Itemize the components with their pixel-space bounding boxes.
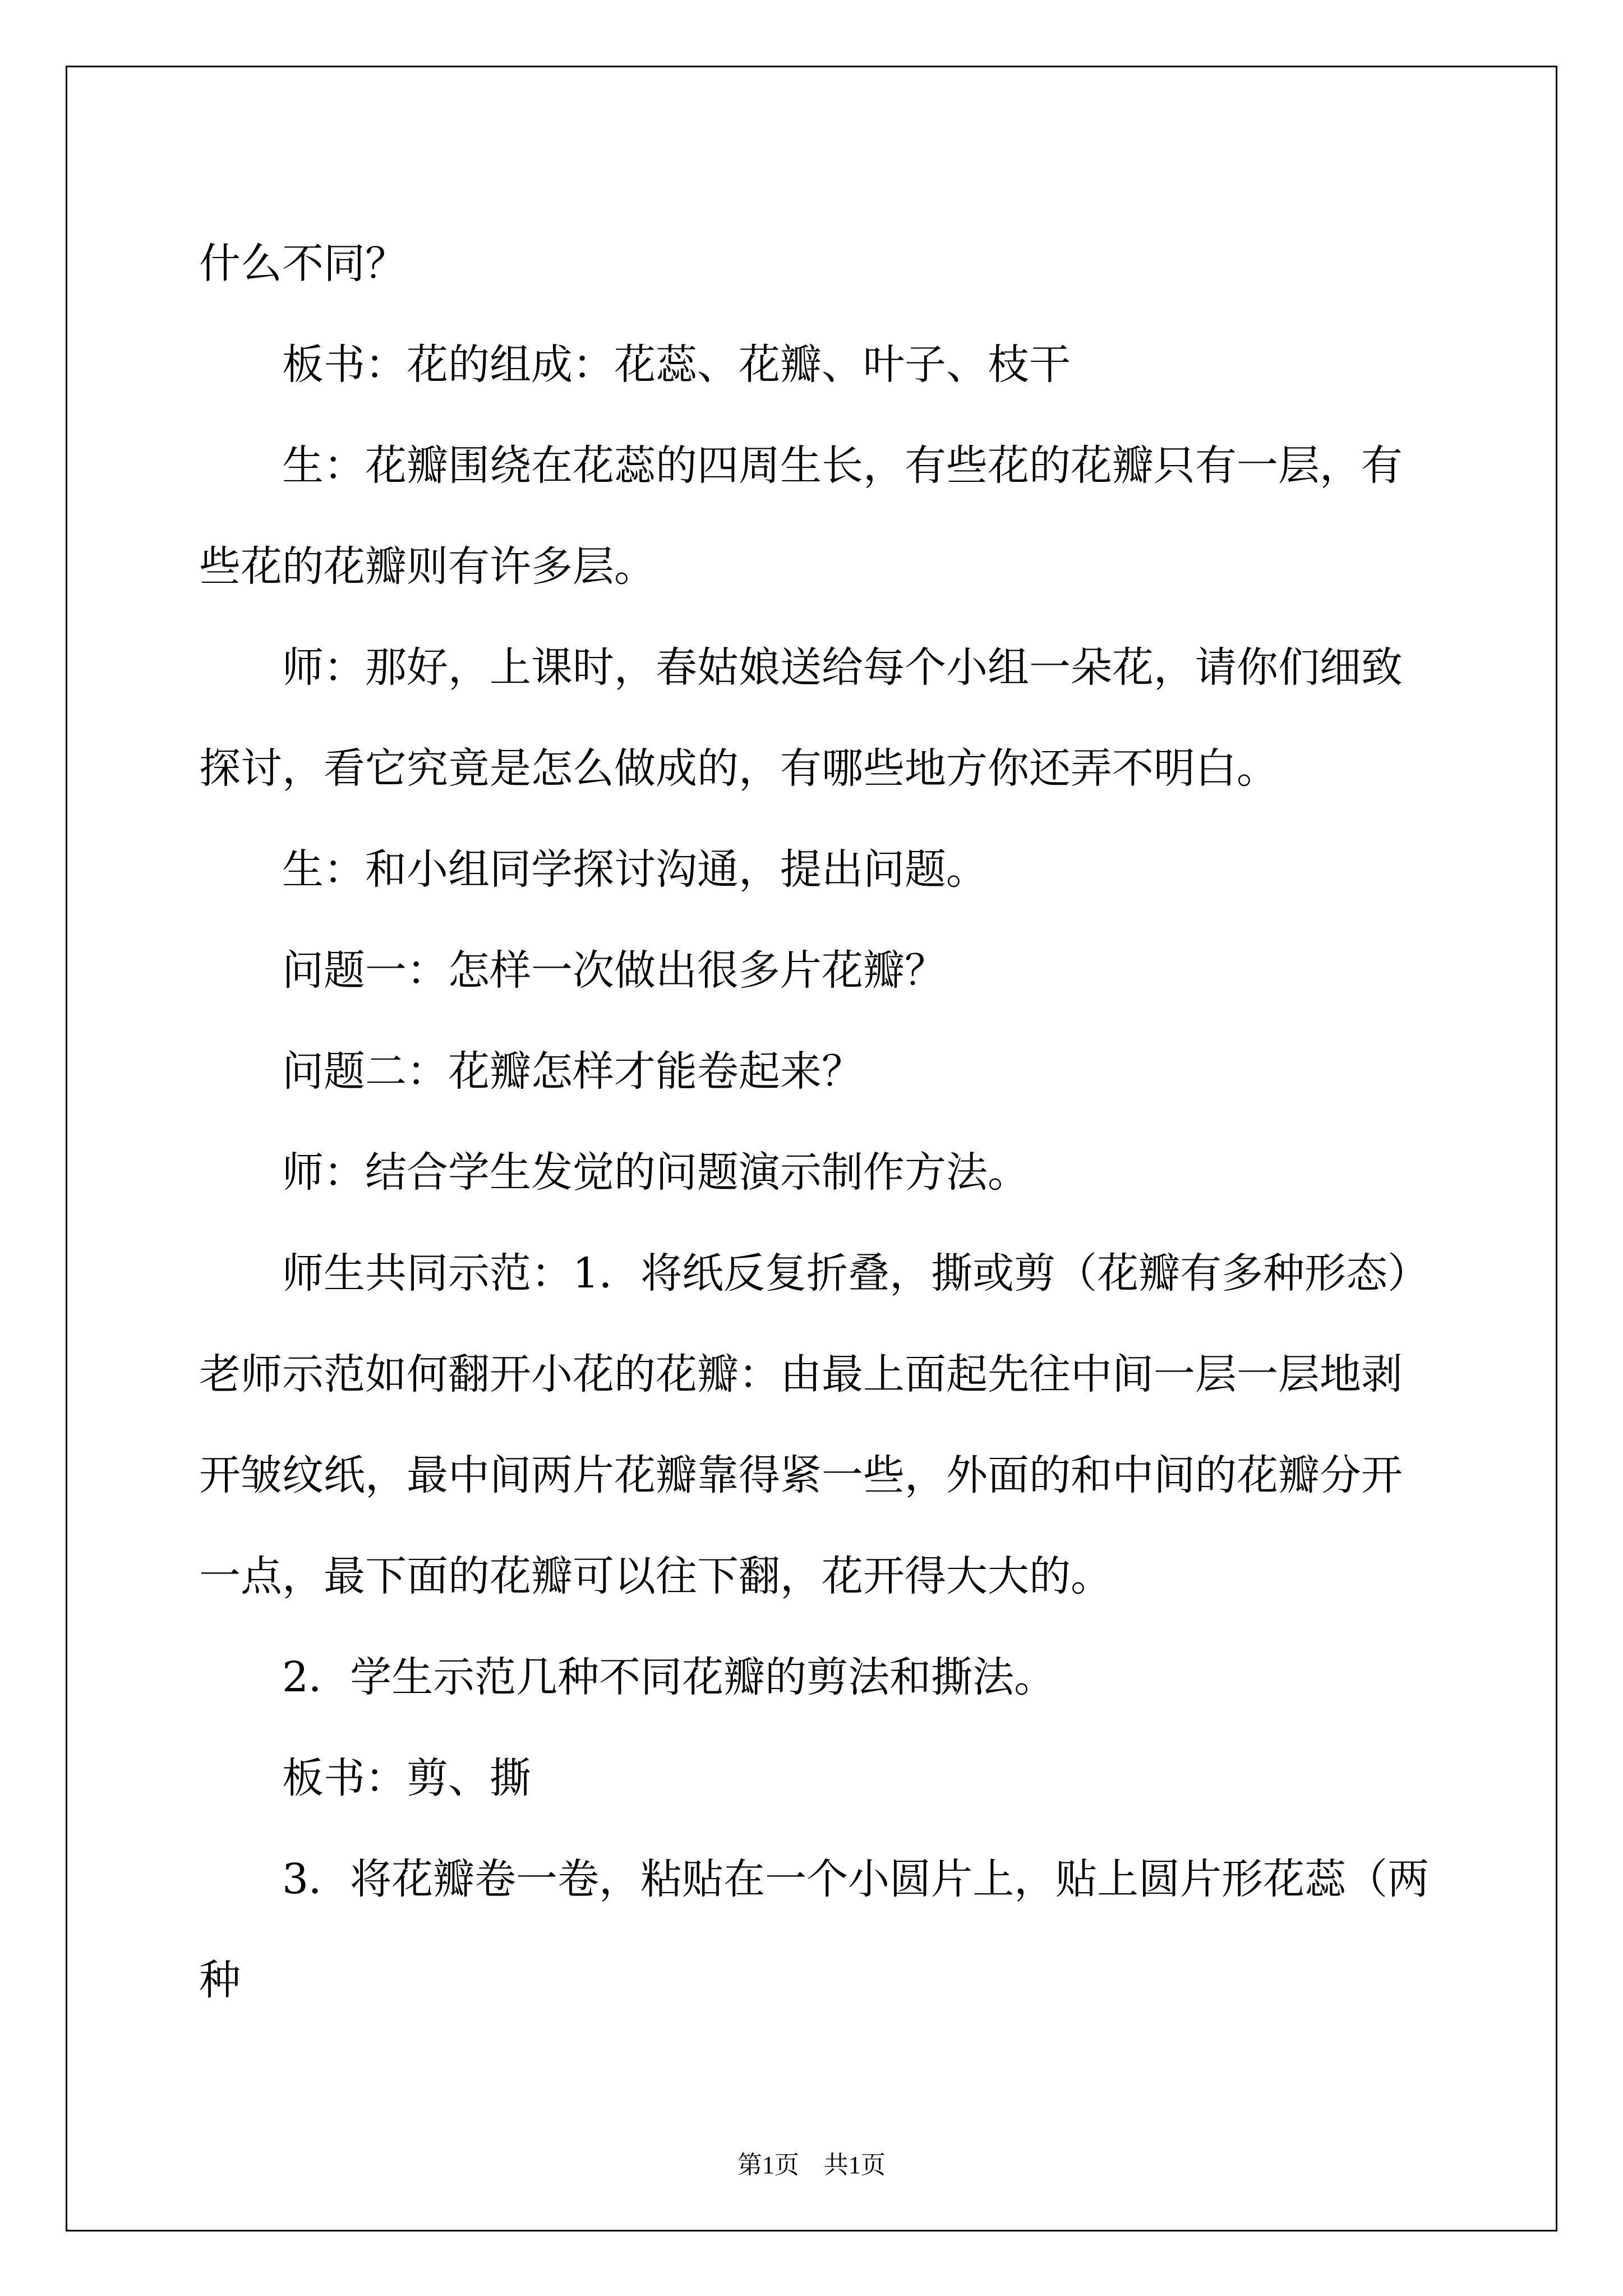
paragraph: 师：结合学生发觉的问题演示制作方法。 — [282, 1148, 1029, 1197]
paragraph: 问题一：怎样一次做出很多片花瓣？ — [282, 946, 946, 995]
paragraph: 什么不同？ — [199, 240, 407, 288]
paragraph: 问题二：花瓣怎样才能卷起来？ — [282, 1047, 863, 1096]
paragraph: 3．将花瓣卷一卷，粘贴在一个小圆片上，贴上圆片形花蕊（两种 — [199, 1855, 1430, 2004]
page-number: 第1页 共1页 — [737, 2151, 886, 2179]
paragraph: 生：和小组同学探讨沟通，提出问题。 — [282, 845, 988, 894]
document-body — [199, 213, 1433, 2031]
paragraph: 生：花瓣围绕在花蕊的四周生长，有些花的花瓣只有一层，有些花的花瓣则有许多层。 — [199, 441, 1403, 591]
paragraph: 2．学生示范几种不同花瓣的剪法和撕法。 — [282, 1653, 1056, 1701]
paragraph: 板书：花的组成：花蕊、花瓣、叶子、枝干 — [282, 341, 1071, 389]
paragraph: 师生共同示范：1．将纸反复折叠，撕或剪（花瓣有多种形态）老师示范如何翻开小花的花瓣：由最上面起先往中间一层一层地剥开皱纹纸，最中间两片花瓣靠得紧一些，外面的和中间的花瓣分开一点，最下面的花瓣可以往下翻，花开得大大的。 — [199, 1249, 1430, 1600]
paragraph: 板书：剪、撕 — [282, 1754, 531, 1802]
paragraph: 师：那好，上课时，春姑娘送给每个小组一朵花，请你们细致探讨，看它究竟是怎么做成的，有哪些地方你还弄不明白。 — [199, 643, 1403, 793]
